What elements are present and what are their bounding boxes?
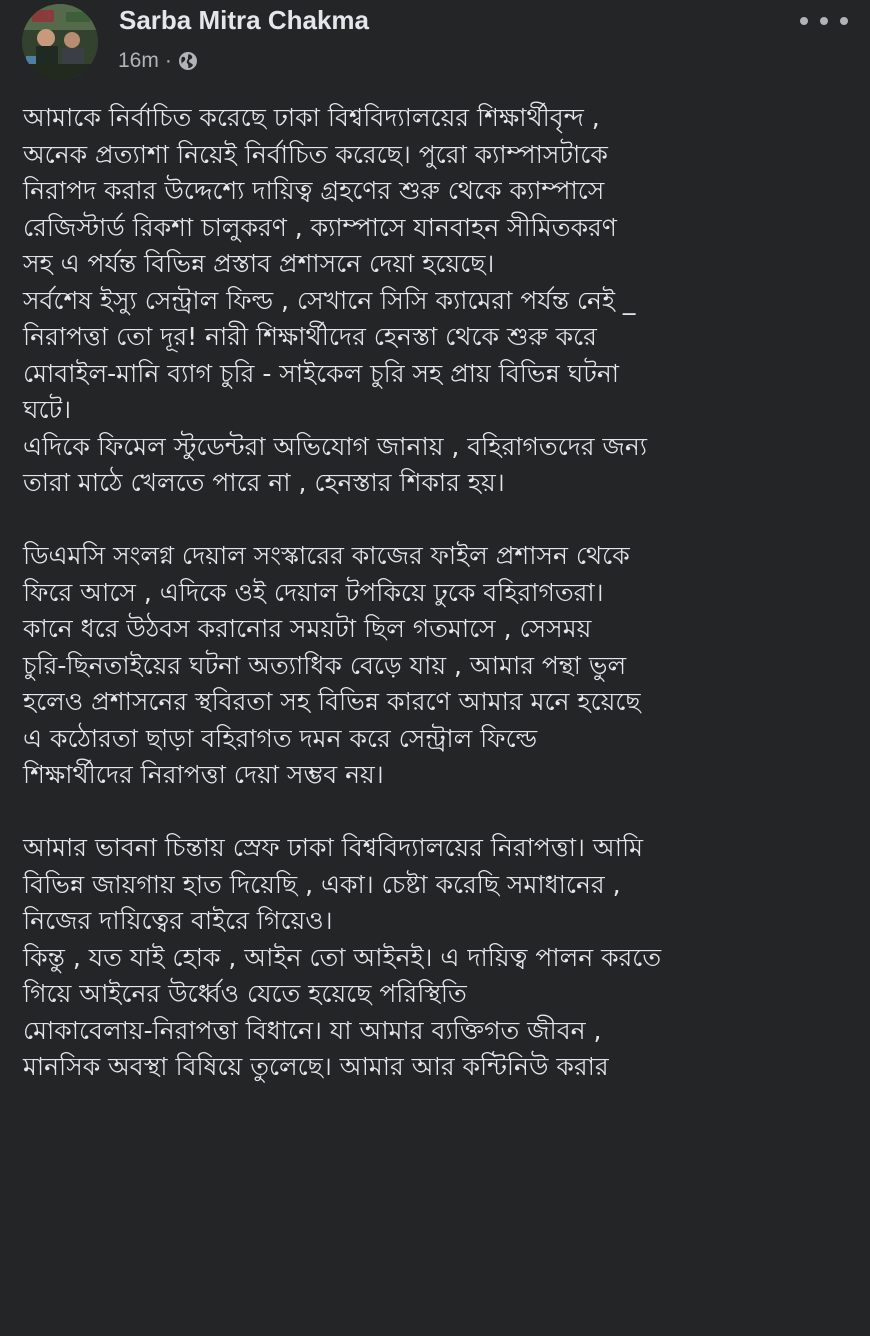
text-line: অনেক প্রত্যাশা নিয়েই নির্বাচিত করেছে। পুরো ক্যাম্পাসটাকে bbox=[23, 139, 608, 169]
meta-separator: · bbox=[164, 49, 172, 72]
text-line: এদিকে ফিমেল স্টুডেন্টরা অভিযোগ জানায় , বহিরাগতদের জন্য bbox=[23, 431, 648, 461]
post-timestamp[interactable]: 16m bbox=[118, 49, 159, 72]
author-name[interactable]: Sarba Mitra Chakma bbox=[119, 5, 369, 35]
text-line: আমাকে নির্বাচিত করেছে ঢাকা বিশ্ববিদ্যালয়ের শিক্ষার্থীবৃন্দ , bbox=[23, 103, 600, 132]
text-line: সহ এ পর্যন্ত বিভিন্ন প্রস্তাব প্রশাসনে দেয়া হয়েছে। bbox=[23, 249, 495, 278]
text-line: কিন্তু , যত যাই হোক , আইন তো আইনই। এ দায়িত্ব পালন করতে bbox=[23, 942, 662, 972]
text-line: এ কঠোরতা ছাড়া বহিরাগত দমন করে সেন্ট্রাল ফিল্ডে bbox=[23, 723, 538, 753]
text-line: চুরি-ছিনতাইয়ের ঘটনা অত্যাধিক বেড়ে যায় , আমার পন্থা ভুল bbox=[23, 650, 627, 680]
text-line: রেজিস্টার্ড রিকশা চালুকরণ , ক্যাম্পাসে যানবাহন সীমিতকরণ bbox=[23, 212, 617, 242]
text-line: তারা মাঠে খেলতে পারে না , হেনস্তার শিকার হয়। bbox=[23, 468, 505, 497]
author-avatar[interactable] bbox=[22, 4, 98, 80]
text-line: নিজের দায়িত্বের বাইরে গিয়েও। bbox=[23, 906, 333, 935]
more-dot bbox=[840, 17, 848, 25]
post-paragraph bbox=[23, 830, 853, 1086]
post-text bbox=[23, 100, 853, 1122]
text-line: গিয়ে আইনের উর্ধ্বেও যেতে হয়েছে পরিস্থিতি bbox=[23, 979, 467, 1008]
more-dot bbox=[820, 17, 828, 25]
more-options-icon[interactable] bbox=[800, 6, 848, 36]
text-line: আমার ভাবনা চিন্তায় স্রেফ ঢাকা বিশ্ববিদ্যালয়ের নিরাপত্তা। আমি bbox=[23, 833, 644, 862]
text-line: মানসিক অবস্থা বিষিয়ে তুলেছে। আমার আর কন্টিনিউ করার bbox=[23, 1052, 609, 1081]
text-line: মোকাবেলায়-নিরাপত্তা বিধানে। যা আমার ব্যক্তিগত জীবন , bbox=[23, 1015, 602, 1045]
text-line: ডিএমসি সংলগ্ন দেয়াল সংস্কারের কাজের ফাইল প্রশাসন থেকে bbox=[23, 541, 630, 570]
text-line: নিরাপত্তা তো দূর! নারী শিক্ষার্থীদের হেনস্তা থেকে শুরু করে bbox=[23, 322, 597, 351]
post-meta bbox=[118, 46, 198, 76]
globe-icon[interactable] bbox=[178, 51, 198, 71]
post-paragraph bbox=[23, 100, 853, 502]
text-line: নিরাপদ করার উদ্দেশ্যে দায়িত্ব গ্রহণের শুরু থেকে ক্যাম্পাসে bbox=[23, 176, 605, 205]
text-line: হলেও প্রশাসনের স্থবিরতা সহ বিভিন্ন কারণে আমার মনে হয়েছে bbox=[23, 687, 641, 716]
more-dot bbox=[800, 17, 808, 25]
text-line: কানে ধরে উঠবস করানোর সময়টা ছিল গতমাসে , সেসময় bbox=[23, 614, 592, 643]
text-line: সর্বশেষ ইস্যু সেন্ট্রাল ফিল্ড , সেখানে সিসি ক্যামেরা পর্যন্ত নেই _ bbox=[23, 285, 636, 315]
avatar-image bbox=[22, 4, 98, 80]
text-line: মোবাইল-মানি ব্যাগ চুরি - সাইকেল চুরি সহ প্রায় বিভিন্ন ঘটনা bbox=[23, 358, 620, 388]
text-line: ঘটে। bbox=[23, 395, 72, 424]
post-header bbox=[0, 0, 870, 100]
post-paragraph bbox=[23, 538, 853, 794]
text-line: বিভিন্ন জায়গায় হাত দিয়েছি , একা। চেষ্টা করেছি সমাধানের , bbox=[23, 869, 621, 899]
text-line: শিক্ষার্থীদের নিরাপত্তা দেয়া সম্ভব নয়। bbox=[23, 760, 384, 789]
text-line: ফিরে আসে , এদিকে ওই দেয়াল টপকিয়ে ঢুকে বহিরাগতরা। bbox=[23, 577, 604, 607]
